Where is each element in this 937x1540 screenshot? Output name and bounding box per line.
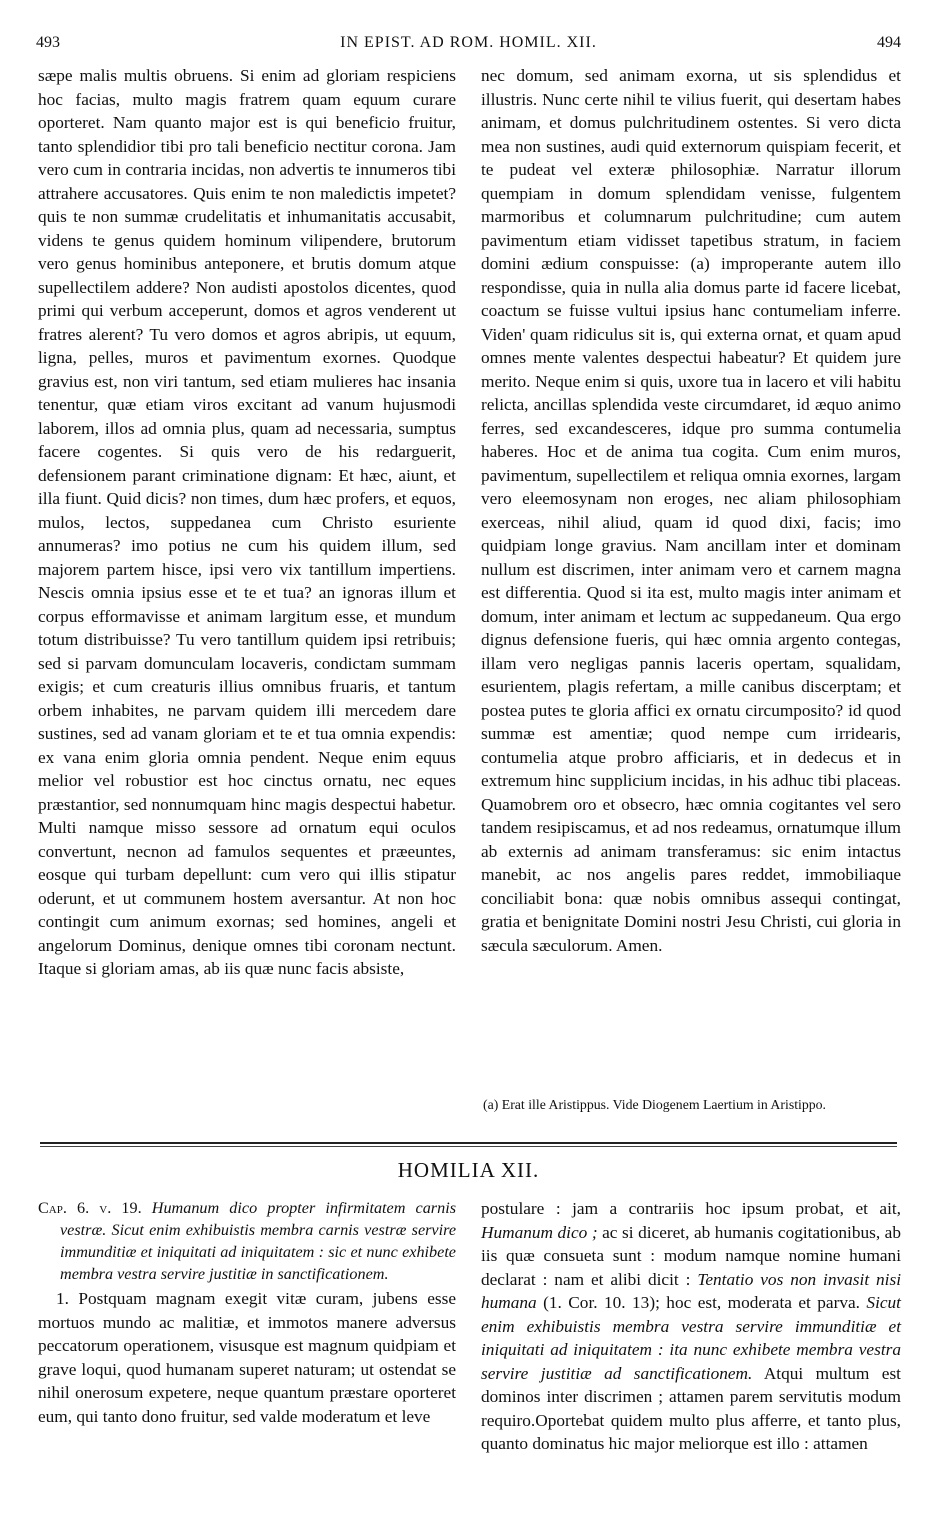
running-title: IN EPIST. AD ROM. HOMIL. XII. xyxy=(340,34,597,51)
section-divider-thin xyxy=(40,1146,897,1147)
text-run: (1. Cor. 10. 13); hoc est, moderata et parva. xyxy=(543,1293,860,1312)
text-run: ac si diceret, ab humanis cogitationibus, ab iis quæ consueta sunt : modum namque nomine humani declarat : nam et alibi dicit : xyxy=(481,1222,901,1289)
text-run: Atqui multum est dominos inter discrimen ; attamen parem servitutis modum requiro.Oportebat quidem multo plus afferre, et tanto plus, quanto dominatus hic major meliorque est illo : attamen xyxy=(481,1363,901,1453)
homily-right-column xyxy=(481,1197,901,1456)
homily-title: HOMILIA XII. xyxy=(397,1158,540,1182)
right-column-text: nec domum, sed animam exorna, ut sis splendidus et illustris. Nunc certe nihil te vilius fuerit, qui desertam habes animam, et domus pulchritudinem ostentes. Si vero dicta mea non sustines, audi quid externorum quispiam fecerit, et te pudeat vel exteræ philosophiæ. Narratur illorum quempiam in domum splendidam venisse, fulgentem marmoribus et columnarum pulchritudine; cum autem pavimentum etiam vidisset tapetibus stratum, in faciem domini ædium conspuisse: (a) improperante autem illo respondisse, quia in nulla alia domus parte id facere licebat, coactum se fuisse vultui ipsius hanc contumeliam inferre. Viden' quam ridiculus sit is, qui externa ornat, et quam apud omnes mente valentes despectui habeatur? Et quidem jure merito. Neque enim si quis, uxore tua in lacero et vili habitu relicta, ancillas splendida veste circumdaret, id æquo animo ferres, sed excandesceres, idque pro summa contumelia haberes. Hoc et de anima tua cogita. Cum enim muros, pavimentum, supellectilem et reliqua omnia exornes, largam vero eleemosynam non eroges, nec aliam philosophiam exerceas, nihil aliud, quam id quod dixi, facis; imo quidpiam longe gravius. Nam ancillam inter et dominam nullum est discrimen, inter animam vero et carnem magna est differentia. Quod si ita est, multo magis inter animam et domum, inter animam et lectum ac suppedaneum. Qua ergo dignus defensione fueris, qui hæc omnia argento contegas, illam vero negligas pannis laceris opertam, squalidam, esurientem, plagis refertam, a mille canibus discerptam; et postea putes te gloria affici ex ornatu circumposito? id quod summæ est amentiæ; quod nempe cum irridearis, contumelia atque probro afficiaris, et in dedecus et in extremum hinc supplicium incidas, in his adhuc tibi placeas. Quamobrem oro et obsecro, hæc omnia cogitantes vel sero tandem resipiscamus, et ad nos redeamus, ornatumque illum ab externis ad animam transferamus: sic enim intactus manebit, ac nos angelis pares reddet, immobiliaque conciliabit bona: quæ nobis omnibus assequi contingat, gratia et benignitate Domini nostri Jesu Christi, cui gloria in sæcula sæculorum. Amen. xyxy=(481,66,901,955)
page-number-right: 494 xyxy=(877,34,901,51)
footnote xyxy=(483,1096,901,1113)
right-column xyxy=(481,64,901,957)
running-header xyxy=(36,34,901,58)
homily-left-column xyxy=(38,1197,456,1428)
homily-paragraph-continued xyxy=(481,1197,901,1456)
scripture-text: Humanum dico propter infirmitatem carnis vestræ. Sicut enim exhibuistis membra carnis vestræ servire immunditiæ et iniquitati ad iniquitatem : sic et nunc exhibete membra vestra servire justitiæ in sanctificationem. xyxy=(60,1199,456,1283)
italic-quote: Humanum dico ; xyxy=(481,1222,598,1242)
chapter-verse-label: Cap. 6. v. 19. xyxy=(38,1199,142,1217)
text-run: postulare : jam a contrariis hoc ipsum probat, et ait, xyxy=(481,1199,901,1218)
scripture-citation xyxy=(38,1197,456,1285)
italic-quote: Sicut enim exhibuistis membra vestra servire immunditiæ et iniquitati ad iniquitatem : ita nunc exhibete membra vestra servire justitiæ ad sanctificationem. xyxy=(481,1293,901,1383)
left-column-text: sæpe malis multis obruens. Si enim ad gloriam respiciens hoc facias, multo magis fratrem quam equum curare oporteret. Nam quanto major est is qui beneficio fruitur, tanto splendidior tibi pro tali beneficio nectitur corona. Jam vero cum in contraria incidas, non advertis te innumeros tibi attrahere accusatores. Quis enim te non maledictis impetet? quis te non summæ crudelitatis et inhumanitatis accusabit, videns te genus quidem hominum vilipendere, brutorum vero genus hominibus anteponere, et brutis domum atque supellectilem addere? Non audisti apostolos dicentes, quod primi qui verbum acceperunt, domos et agros venderent ut fratres alerent? Tu vero domos et agros abripis, ut equum, ligna, pelles, muros et pavimentum exornes. Quodque gravius est, non viri tantum, sed etiam mulieres hac insania tenentur, quæ etiam viros excitant ad vanum hujusmodi laborem, illos ad omnia plus, quam ad necessaria, sumptus facere cogentes. Si quis vero de his redarguerit, defensionem parant criminatione dignam: Et hæc, aiunt, et illa fiunt. Quid dicis? non times, dum hæc profers, et equos, mulos, lectos, suppedanea cum Christo esuriente annumeras? imo potius ne cum his quidem illum, sed majorem partem hisce, ipsi vero vix tantillum impertiens. Nescis omnia ipsius esse et te et tua? an ignoras illum et corpus efformavisse et animam largitum esse, et mundum totum distribuisse? Tu vero tantillum quidem ipsi retribuis; sed si parvam domunculam locaveris, condictam summam exigis; et cum creaturis illius omnibus fruaris, et tantum orbem inhabites, ne parvam quidem illi mercedem dare sustines, sed ad vanam gloriam et te et tua omnia expendis: ex vana enim gloria omnia pendent. Neque enim equus melior vel robustior est hoc cinctus ornatu, nec eques præstantior, sed nonnumquam hinc magis despectui habetur. Multi namque misso sessore ad ornatum equi oculos convertunt, necnon ad famulos sequentes et præeuntes, eosque qui turbam depellunt: cum vero qui illis stipatur oderunt, et ut communem hostem aversantur. At non hoc contingit cum animum exornas; sed homines, angeli et angelorum Dominus, denique omnes tibi coronam nectunt. Itaque si gloriam amas, ab iis quæ nunc facis absiste, xyxy=(38,66,456,978)
page-number-left: 493 xyxy=(36,34,60,51)
section-divider-thick xyxy=(40,1142,897,1144)
homily-paragraph-1: 1. Postquam magnam exegit vitæ curam, jubens esse mortuos mundo ac malitiæ, et immotos manere adversus peccatorum operationem, visusque est magnum quidpiam et grave loqui, quod humanam superet naturam; ut ostendat se nihil onerosum expetere, neque quantum præstare oporteret eum, qui tanto dono fruitur, sed valde moderatum et leve xyxy=(38,1289,456,1426)
left-column xyxy=(38,64,456,981)
footnote-text: (a) Erat ille Aristippus. Vide Diogenem Laertium in Aristippo. xyxy=(483,1097,827,1112)
italic-quote: Tentatio vos non invasit nisi humana xyxy=(481,1269,901,1312)
